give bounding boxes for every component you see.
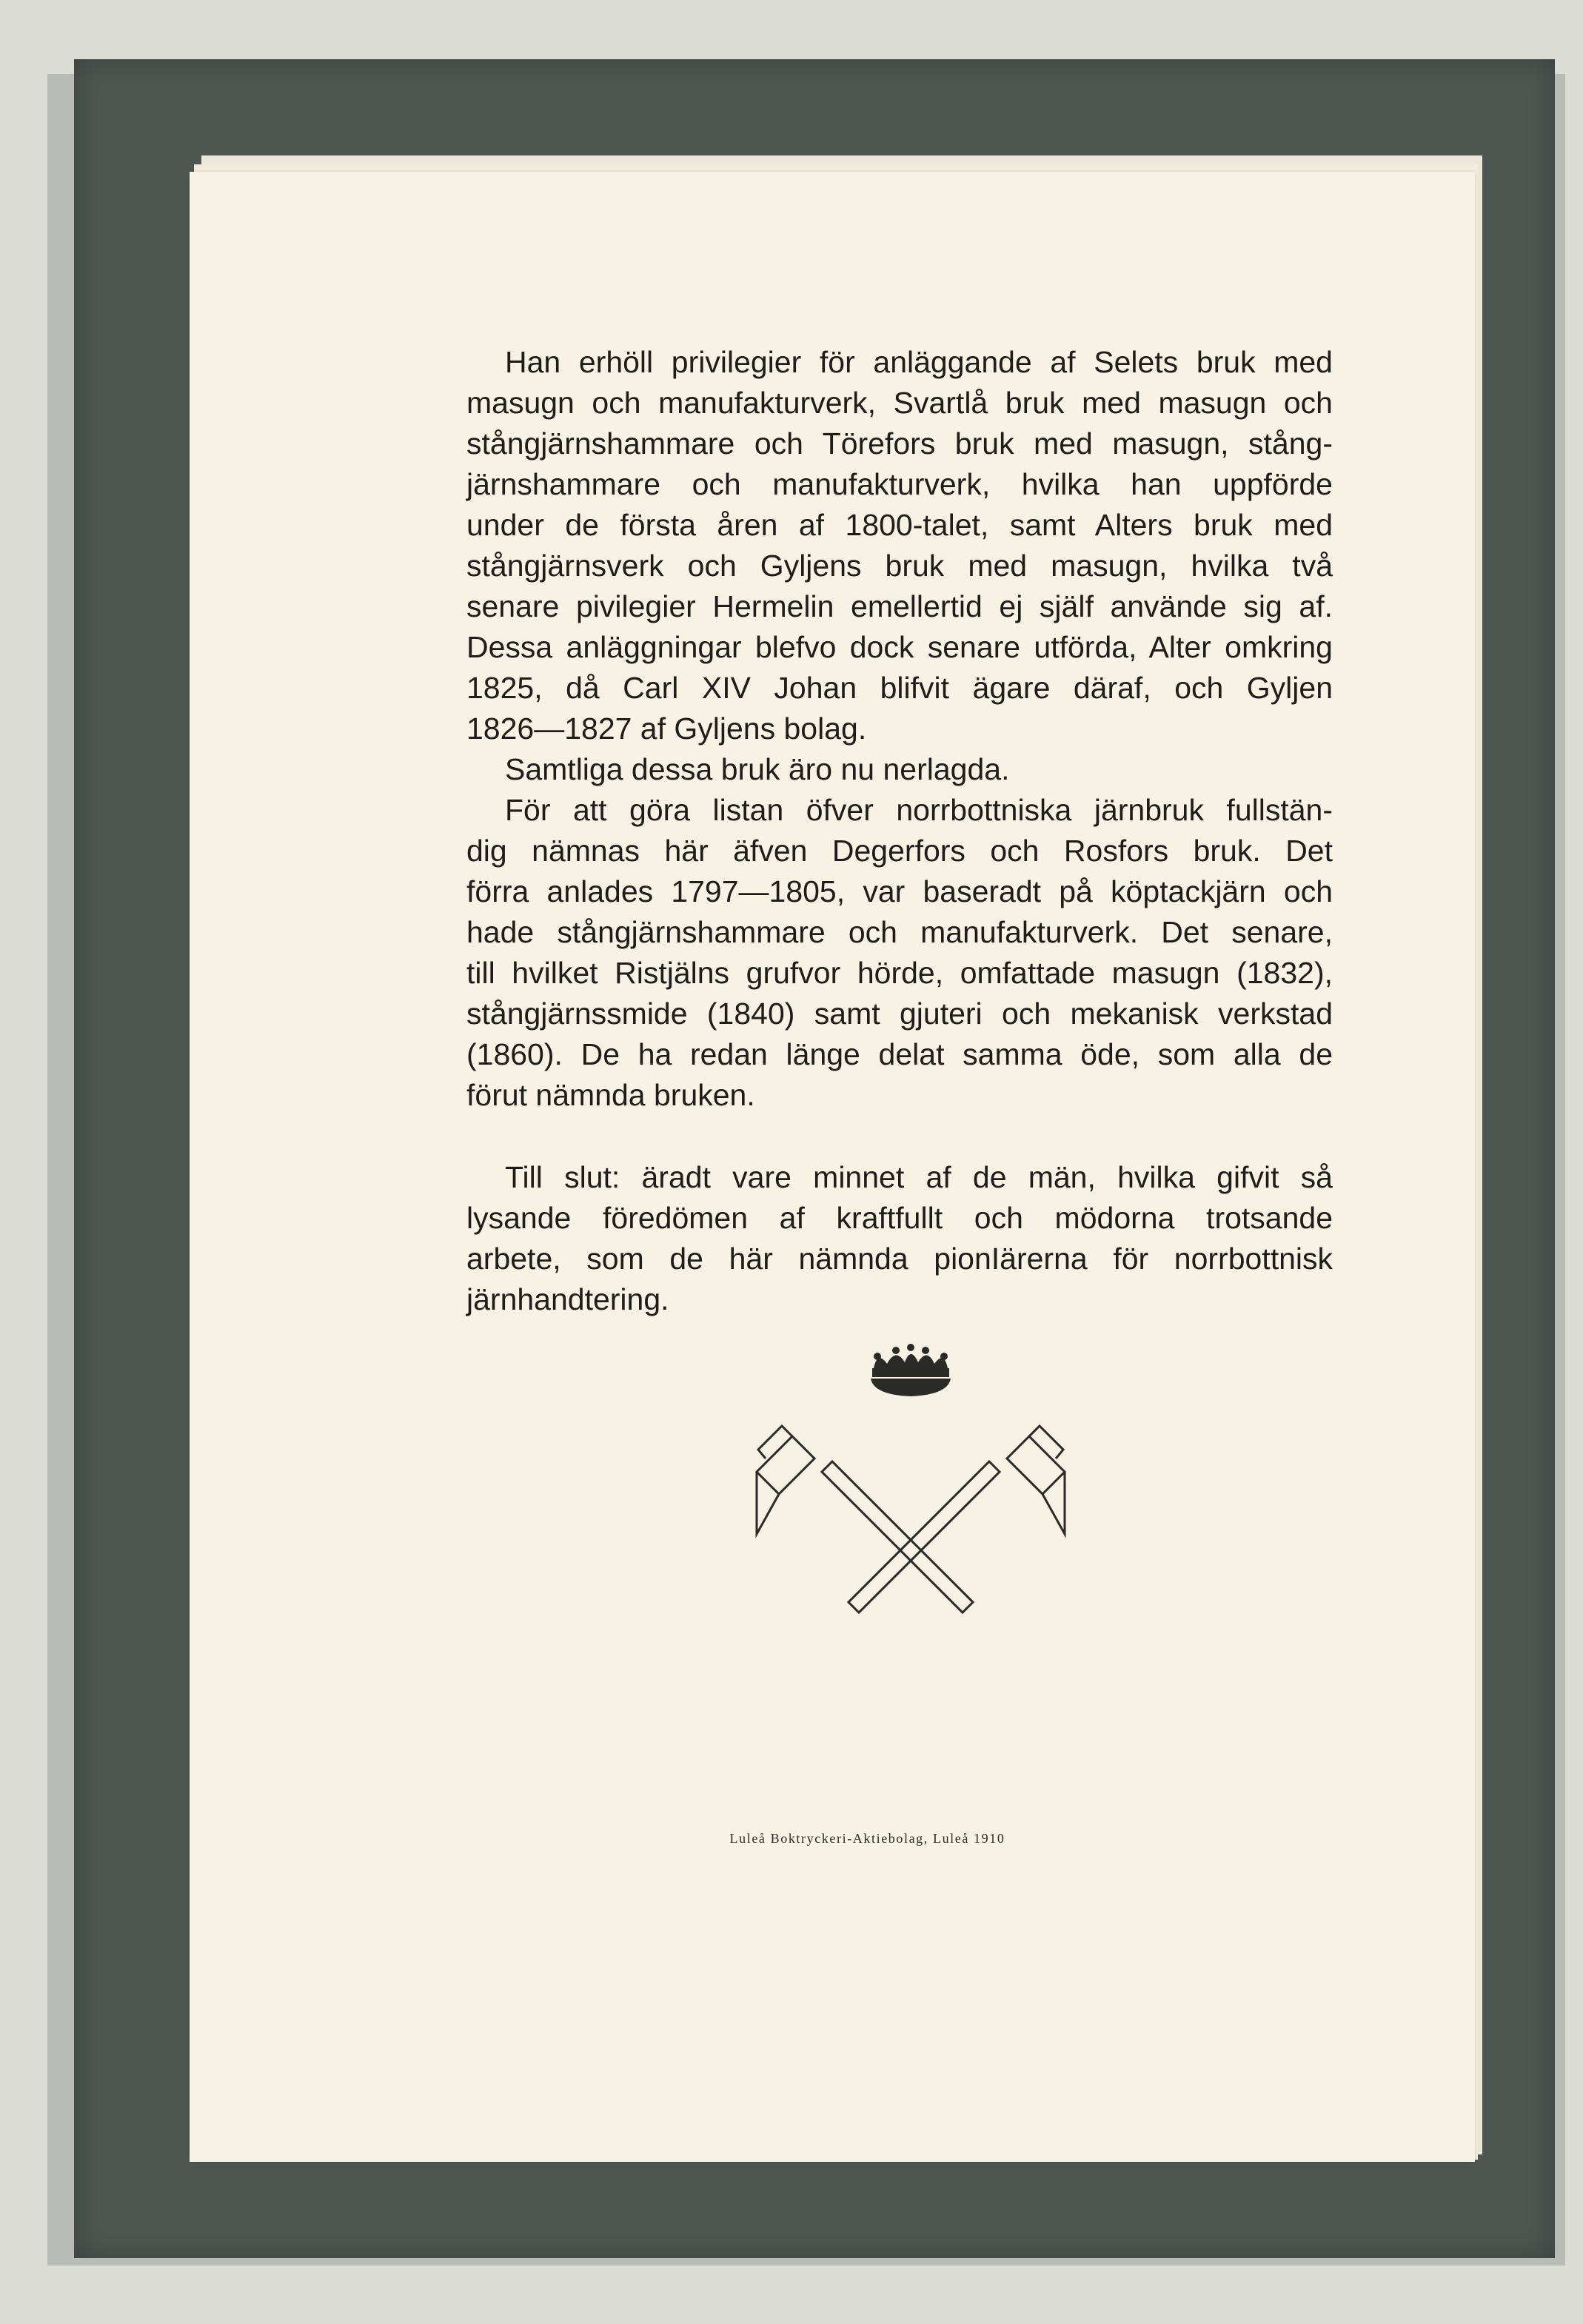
text-line: stångjärnsverk och Gyljens bruk med masugn, hvilka två [466, 549, 1333, 583]
printer-imprint: Luleå Boktryckeri-Aktiebolag, Luleå 1910 [729, 1831, 1005, 1846]
text-line: Dessa anläggningar blefvo dock senare utförda, Alter omkring [466, 630, 1333, 664]
text-line: stångjärnshammare och Törefors bruk med masugn, stång- [466, 426, 1333, 461]
crown-icon [871, 1344, 951, 1396]
text-line: 1825, då Carl XIV Johan blifvit ägare däraf, och Gyljen [466, 671, 1333, 705]
text-line: järnshammare och manufakturverk, hvilka han uppförde [466, 467, 1333, 501]
text-line: förut nämnda bruken. [466, 1078, 755, 1112]
paragraph-4 [466, 1157, 1333, 1320]
text-line: till hvilket Ristjälns grufvor hörde, omfattade masugn (1832), [466, 956, 1333, 990]
body-text [466, 342, 1333, 1320]
text-line: Till slut: äradt vare minnet af de män, hvilka gifvit så [505, 1160, 1333, 1194]
text-line: förra anlades 1797—1805, var baseradt på köptackjärn och [466, 874, 1333, 908]
text-line: arbete, som de här nämnda pionIärerna för norrbottnisk [466, 1242, 1333, 1276]
text-line: Samtliga dessa bruk äro nu nerlagda. [505, 752, 1010, 786]
text-line: 1826—1827 af Gyljens bolag. [466, 711, 867, 746]
paragraph-gap [466, 1116, 1333, 1157]
paragraph-2 [466, 749, 1333, 790]
paragraph-1 [466, 342, 1333, 749]
crossed-hammers-icon [757, 1426, 1065, 1613]
text-line: masugn och manufakturverk, Svartlå bruk med masugn och [466, 386, 1333, 420]
text-line: (1860). De ha redan länge delat samma öde, som alla de [466, 1037, 1333, 1071]
crowned-hammers-emblem [748, 1340, 1074, 1666]
text-line: senare pivilegier Hermelin emellertid ej själf använde sig af. [466, 589, 1333, 623]
paragraph-3 [466, 790, 1333, 1116]
text-line: stångjärnssmide (1840) samt gjuteri och mekanisk verkstad [466, 997, 1333, 1031]
text-line: under de första åren af 1800-talet, samt Alters bruk med [466, 508, 1333, 542]
text-line: Han erhöll privilegier för anläggande af Selets bruk med [505, 345, 1333, 379]
text-line: järnhandtering. [466, 1282, 669, 1316]
text-line: hade stångjärnshammare och manufakturverk. Det senare, [466, 915, 1333, 949]
text-line: lysande föredömen af kraftfullt och mödorna trotsande [466, 1201, 1333, 1235]
text-line: För att göra listan öfver norrbottniska järnbruk fullstän- [505, 793, 1333, 827]
text-line: dig nämnas här äfven Degerfors och Rosfors bruk. Det [466, 834, 1333, 868]
